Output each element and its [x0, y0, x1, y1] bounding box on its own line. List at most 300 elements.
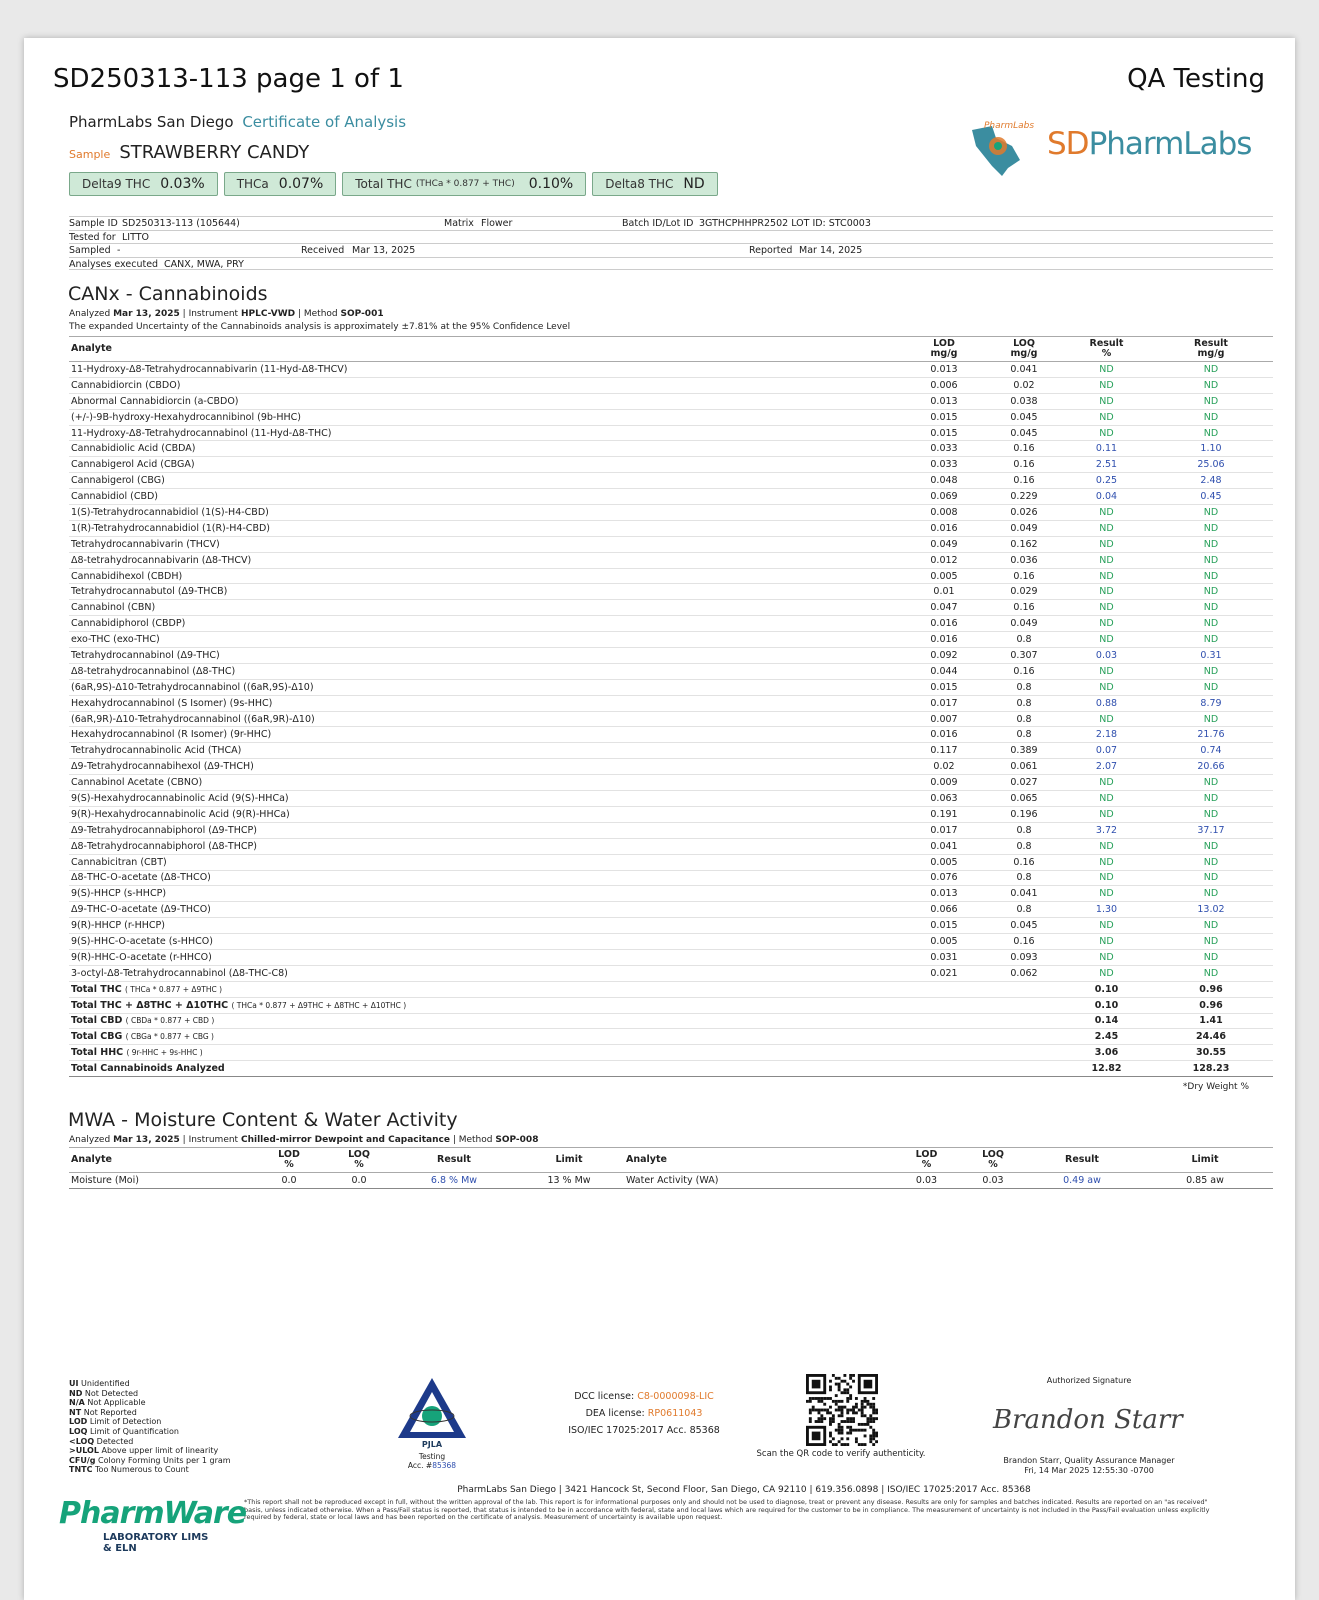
lod-value: 0.005	[904, 568, 984, 584]
legend-item	[69, 1398, 231, 1408]
total-percent: 3.06	[1064, 1045, 1149, 1061]
total-label: Total THC	[71, 983, 122, 995]
result-mg-g: 0.31	[1149, 648, 1273, 664]
col-unit: %	[921, 1159, 932, 1170]
lod-value: 0.013	[904, 362, 984, 378]
table-row	[69, 711, 1273, 727]
matrix-label: Matrix	[444, 218, 474, 229]
result-mg-g: ND	[1149, 568, 1273, 584]
legend-meaning: Above upper limit of linearity	[101, 1446, 219, 1456]
lod-value: 0.005	[904, 934, 984, 950]
col-title: Result	[1089, 338, 1124, 349]
col-unit: %	[284, 1159, 294, 1170]
dea-label: DEA license:	[585, 1408, 645, 1419]
total-percent: 0.10	[1064, 997, 1149, 1013]
result-mg-g: ND	[1149, 505, 1273, 521]
loq-value: 0.8	[984, 822, 1064, 838]
result-percent: ND	[1064, 870, 1149, 886]
result-mg-g: ND	[1149, 918, 1273, 934]
lod-value: 0.076	[904, 870, 984, 886]
badge-value: 0.03%	[160, 176, 205, 192]
loq-value: 0.8	[984, 902, 1064, 918]
batch: 3GTHCPHHPR2502 LOT ID: STC0003	[699, 218, 871, 229]
legend-item	[69, 1408, 231, 1418]
footer-address: PharmLabs San Diego | 3421 Hancock St, Second Floor, San Diego, CA 92110 | 619.356.0898 | ISO/IEC 17025:2017 Acc. 85368	[457, 1485, 1031, 1495]
loq-value: 0.229	[984, 489, 1064, 505]
lod-value: 0.006	[904, 377, 984, 393]
logo-sd: SD	[1047, 126, 1089, 162]
result-mg-g: ND	[1149, 552, 1273, 568]
lab-name: PharmLabs San Diego	[69, 113, 234, 131]
lod-value: 0.012	[904, 552, 984, 568]
badge-value: ND	[683, 176, 705, 192]
pjla-sub: Testing	[418, 1452, 446, 1461]
analyte-name: Cannabinol (CBN)	[69, 600, 904, 616]
table-row	[69, 425, 1273, 441]
loq-value: 0.02	[984, 377, 1064, 393]
analyte-name: 9(R)-Hexahydrocannabinolic Acid (9(R)-HHCa)	[69, 806, 904, 822]
legend-meaning: Too Numerous to Count	[95, 1465, 189, 1475]
badge-thca	[224, 172, 337, 196]
analyte-moisture: Moisture (Moi)	[69, 1173, 254, 1189]
license-block	[544, 1388, 744, 1439]
lod-value: 0.191	[904, 806, 984, 822]
legend-item	[69, 1465, 231, 1475]
table-row	[69, 663, 1273, 679]
meta-label: Analyzed	[69, 309, 111, 319]
legend-meaning: Unidentified	[81, 1379, 130, 1388]
analyte-name: Δ9-Tetrahydrocannabiphorol (Δ9-THCP)	[69, 822, 904, 838]
logo-icon-text: PharmLabs	[984, 121, 1035, 131]
result: 0.49 aw	[1027, 1173, 1137, 1189]
lod-value: 0.015	[904, 409, 984, 425]
potency-badges	[69, 172, 718, 196]
total-label: Total CBD	[71, 1015, 123, 1027]
lod-value: 0.013	[904, 393, 984, 409]
total-mg-g: 0.96	[1149, 997, 1273, 1013]
total-mg-g: 30.55	[1149, 1045, 1273, 1061]
result-mg-g: ND	[1149, 377, 1273, 393]
legend-meaning: Not Reported	[83, 1407, 137, 1417]
qa-testing-title: QA Testing	[1127, 64, 1265, 94]
legend-abbr: CFU/g	[69, 1455, 96, 1465]
analyte-name: (+/-)-9B-hydroxy-Hexahydrocannibinol (9b-HHC)	[69, 409, 904, 425]
loq-value: 0.049	[984, 520, 1064, 536]
table-row	[69, 473, 1273, 489]
total-label: Total Cannabinoids Analyzed	[71, 1063, 225, 1075]
col-loq	[959, 1148, 1027, 1173]
col-title: LOD	[278, 1149, 300, 1160]
meta-label: | Instrument	[182, 309, 239, 319]
loq-value: 0.062	[984, 965, 1064, 981]
qr-code-icon[interactable]	[806, 1374, 878, 1446]
total-name	[69, 1045, 904, 1061]
meta-label: Analyzed	[69, 1135, 111, 1145]
lod-value: 0.02	[904, 759, 984, 775]
signed-date: Fri, 14 Mar 2025 12:55:30 -0700	[1024, 1466, 1154, 1475]
result-mg-g: ND	[1149, 838, 1273, 854]
table-row	[69, 536, 1273, 552]
total-row	[69, 997, 1273, 1013]
reported: Mar 14, 2025	[799, 245, 863, 256]
table-row	[69, 918, 1273, 934]
loq-value: 0.162	[984, 536, 1064, 552]
table-row	[69, 695, 1273, 711]
table-row	[69, 362, 1273, 378]
result-percent: 2.18	[1064, 727, 1149, 743]
cannabinoids-table-body	[69, 362, 1273, 1077]
report-id: SD250313-113 page 1 of 1	[53, 64, 404, 94]
loq-value: 0.16	[984, 457, 1064, 473]
total-name	[69, 1029, 904, 1045]
loq-value: 0.8	[984, 679, 1064, 695]
loq-value: 0.041	[984, 362, 1064, 378]
batch-label: Batch ID/Lot ID	[622, 218, 694, 229]
loq-value: 0.038	[984, 393, 1064, 409]
logo-pharmlabs: PharmLabs	[1088, 126, 1252, 162]
loq-value: 0.307	[984, 648, 1064, 664]
pjla-logo-icon	[392, 1374, 472, 1452]
result-mg-g: ND	[1149, 886, 1273, 902]
analyte-name: Cannabidihexol (CBDH)	[69, 568, 904, 584]
table-row	[69, 441, 1273, 457]
col-result: Result	[1027, 1148, 1137, 1173]
dry-weight-note: *Dry Weight %	[1182, 1082, 1249, 1092]
result-mg-g: ND	[1149, 679, 1273, 695]
lod-value: 0.016	[904, 520, 984, 536]
result-mg-g: ND	[1149, 806, 1273, 822]
legend-item	[69, 1417, 231, 1427]
col-limit: Limit	[514, 1148, 624, 1173]
lod-value: 0.013	[904, 886, 984, 902]
analyte-name: Δ8-Tetrahydrocannabiphorol (Δ8-THCP)	[69, 838, 904, 854]
total-label: Total THC + Δ8THC + Δ10THC	[71, 999, 229, 1011]
table-row	[69, 393, 1273, 409]
limit: 0.85 aw	[1137, 1173, 1273, 1189]
result-percent: ND	[1064, 886, 1149, 902]
footer-disclaimer: *This report shall not be reproduced except in full, without the written approval of the lab. This report is for informational purposes only and should not be used to diagnose, treat or prevent any disease. Results are only for samples and batches indicated. Results are reported on an "as received" basis, unless indicated otherwise. When a Pass/Fail status is reported, that status is intended to be in accordance with federal, state and local laws which are required for the customer to be in compliance. The measurement of uncertainty is not included in the Pass/Fail evaluation unless explicitly required by federal, state or local laws and has been reported on the certificate of analysis. Measurement of uncertainty is available upon request.	[244, 1498, 1210, 1521]
total-mg-g: 1.41	[1149, 1013, 1273, 1029]
sdpharmlabs-logo	[962, 116, 1252, 178]
col-unit: mg/g	[930, 348, 958, 359]
lod-value: 0.092	[904, 648, 984, 664]
total-percent: 2.45	[1064, 1029, 1149, 1045]
badge-delta9	[69, 172, 218, 196]
loq-value: 0.8	[984, 695, 1064, 711]
result-percent: ND	[1064, 663, 1149, 679]
result-percent: ND	[1064, 918, 1149, 934]
analyte-name: Δ8-tetrahydrocannabinol (Δ8-THC)	[69, 663, 904, 679]
lod-value: 0.031	[904, 949, 984, 965]
lod-value: 0.063	[904, 791, 984, 807]
result-percent: ND	[1064, 854, 1149, 870]
received: Mar 13, 2025	[352, 245, 416, 256]
meta-label: | Method	[297, 309, 338, 319]
badge-label: Total THC	[355, 177, 412, 191]
result-mg-g: ND	[1149, 536, 1273, 552]
method: SOP-001	[340, 309, 384, 319]
loq-value: 0.16	[984, 473, 1064, 489]
result-percent: 1.30	[1064, 902, 1149, 918]
analyte-name: 9(R)-HHCP (r-HHCP)	[69, 918, 904, 934]
total-percent: 12.82	[1064, 1061, 1149, 1077]
result-mg-g: 1.10	[1149, 441, 1273, 457]
signature-heading: Authorized Signature	[1046, 1376, 1132, 1385]
table-row	[69, 377, 1273, 393]
coa-label: Certificate of Analysis	[242, 113, 407, 131]
badge-label: Delta8 THC	[605, 177, 674, 191]
result-percent: ND	[1064, 838, 1149, 854]
badge-label: Delta9 THC	[82, 177, 151, 191]
result-mg-g: 8.79	[1149, 695, 1273, 711]
tested-for: LITTO	[122, 231, 150, 243]
legend-abbr: N/A	[69, 1398, 85, 1408]
lab-title	[69, 113, 406, 131]
signer	[964, 1456, 1214, 1476]
total-formula: ( 9r-HHC + 9s-HHC )	[126, 1048, 203, 1058]
result-percent: 0.03	[1064, 648, 1149, 664]
loq-value: 0.065	[984, 791, 1064, 807]
lod: 0.0	[254, 1173, 324, 1189]
result-percent: ND	[1064, 600, 1149, 616]
total-formula: ( CBGa * 0.877 + CBG )	[125, 1032, 214, 1042]
table-row	[69, 791, 1273, 807]
lod-value: 0.021	[904, 965, 984, 981]
legend-abbr: >ULOL	[69, 1446, 99, 1456]
badge-label: THCa	[236, 177, 269, 191]
lod-value: 0.015	[904, 918, 984, 934]
table-row	[69, 949, 1273, 965]
col-unit: %	[1101, 348, 1112, 359]
loq-value: 0.036	[984, 552, 1064, 568]
table-row	[69, 838, 1273, 854]
table-row	[69, 934, 1273, 950]
result-mg-g: 25.06	[1149, 457, 1273, 473]
info-row	[69, 230, 1273, 244]
loq-value: 0.389	[984, 743, 1064, 759]
result-percent: ND	[1064, 409, 1149, 425]
col-loq	[984, 337, 1064, 362]
result-mg-g: 21.76	[1149, 727, 1273, 743]
cannabinoids-table	[69, 336, 1273, 1077]
sample-name: STRAWBERRY CANDY	[119, 142, 310, 163]
pjla-accreditation	[392, 1374, 472, 1474]
loq-value: 0.16	[984, 568, 1064, 584]
tested-for-label: Tested for	[69, 231, 116, 243]
lod-value: 0.01	[904, 584, 984, 600]
total-label: Total HHC	[71, 1047, 124, 1059]
analyte-name: Δ9-THC-O-acetate (Δ9-THCO)	[69, 902, 904, 918]
table-row	[69, 679, 1273, 695]
total-formula: ( CBDa * 0.877 + CBD )	[125, 1016, 215, 1026]
canx-title: CANx - Cannabinoids	[68, 283, 268, 305]
loq-value: 0.027	[984, 775, 1064, 791]
lod-value: 0.066	[904, 902, 984, 918]
legend-item	[69, 1437, 231, 1447]
result-percent: ND	[1064, 377, 1149, 393]
analyte-name: 9(S)-HHCP (s-HHCP)	[69, 886, 904, 902]
result-mg-g: 20.66	[1149, 759, 1273, 775]
loq-value: 0.16	[984, 854, 1064, 870]
result-percent: 0.25	[1064, 473, 1149, 489]
lod-value: 0.069	[904, 489, 984, 505]
table-row	[69, 806, 1273, 822]
pharmware-logo-text: PharmWare	[59, 1496, 247, 1531]
result-percent: ND	[1064, 536, 1149, 552]
total-label: Total CBG	[71, 1031, 123, 1043]
lod-value: 0.005	[904, 854, 984, 870]
analyte-name: Cannabinol Acetate (CBNO)	[69, 775, 904, 791]
analyzed-date: Mar 13, 2025	[113, 309, 180, 319]
col-analyte: Analyte	[69, 337, 904, 362]
lod-value: 0.017	[904, 695, 984, 711]
analyte-name: Cannabigerol (CBG)	[69, 473, 904, 489]
legend-abbr: LOD	[69, 1417, 88, 1427]
result-mg-g: ND	[1149, 791, 1273, 807]
legend-meaning: Detected	[96, 1436, 134, 1446]
result-mg-g: ND	[1149, 600, 1273, 616]
canx-analysis-meta	[69, 309, 384, 319]
pjla-acc	[392, 1452, 472, 1470]
loq-value: 0.041	[984, 886, 1064, 902]
result-percent: 0.07	[1064, 743, 1149, 759]
limit: 13 % Mw	[514, 1173, 624, 1189]
col-unit: mg/g	[1197, 348, 1225, 359]
loq-value: 0.045	[984, 409, 1064, 425]
loq-value: 0.8	[984, 632, 1064, 648]
loq-value: 0.049	[984, 616, 1064, 632]
sample-title	[69, 142, 309, 163]
table-row	[69, 632, 1273, 648]
result-percent: 0.88	[1064, 695, 1149, 711]
analyte-name: Cannabicitran (CBT)	[69, 854, 904, 870]
legend-abbr: ND	[69, 1388, 83, 1398]
result-percent: ND	[1064, 520, 1149, 536]
lod: 0.03	[894, 1173, 959, 1189]
analyte-name: Tetrahydrocannabutol (Δ9-THCB)	[69, 584, 904, 600]
badge-delta8	[592, 172, 717, 196]
analyses-label: Analyses executed	[69, 258, 159, 270]
meta-label: | Method	[452, 1135, 493, 1145]
analyte-name: Tetrahydrocannabivarin (THCV)	[69, 536, 904, 552]
analyte-name: 9(R)-HHC-O-acetate (r-HHCO)	[69, 949, 904, 965]
table-row	[69, 1173, 1273, 1189]
legend-abbr: <LOQ	[69, 1436, 95, 1446]
result-percent: ND	[1064, 568, 1149, 584]
total-name	[69, 1013, 904, 1029]
result-mg-g: ND	[1149, 854, 1273, 870]
info-row	[69, 243, 1273, 257]
legend-abbr: NT	[69, 1407, 82, 1417]
sample-label: Sample	[69, 148, 111, 161]
lod-value: 0.016	[904, 632, 984, 648]
analyte-name: Cannabidiphorol (CBDP)	[69, 616, 904, 632]
legend-meaning: Limit of Quantification	[89, 1426, 179, 1436]
col-result: Result	[394, 1148, 514, 1173]
col-unit: %	[354, 1159, 364, 1170]
total-percent: 0.10	[1064, 981, 1149, 997]
analyte-name: Cannabidiolic Acid (CBDA)	[69, 441, 904, 457]
legend-abbr: UI	[69, 1379, 79, 1388]
signer-name: Brandon Starr, Quality Assurance Manager	[1003, 1456, 1175, 1465]
result-mg-g: ND	[1149, 711, 1273, 727]
loq-value: 0.061	[984, 759, 1064, 775]
uncertainty-note: The expanded Uncertainty of the Cannabinoids analysis is approximately ±7.81% at the 95% Confidence Level	[69, 322, 571, 332]
table-row	[69, 854, 1273, 870]
loq: 0.03	[959, 1173, 1027, 1189]
loq-value: 0.16	[984, 600, 1064, 616]
dcc-license: C8-0000098-LIC	[637, 1391, 714, 1402]
result-mg-g: ND	[1149, 393, 1273, 409]
mwa-title: MWA - Moisture Content & Water Activity	[68, 1109, 458, 1131]
result-percent: ND	[1064, 632, 1149, 648]
table-row	[69, 965, 1273, 981]
total-name	[69, 1061, 904, 1077]
result-percent: ND	[1064, 425, 1149, 441]
legend-item	[69, 1456, 231, 1466]
table-row	[69, 520, 1273, 536]
table-row	[69, 600, 1273, 616]
lod-value: 0.015	[904, 679, 984, 695]
table-row	[69, 775, 1273, 791]
result-percent: ND	[1064, 934, 1149, 950]
table-row	[69, 743, 1273, 759]
reported-label: Reported	[749, 245, 793, 256]
loq: 0.0	[324, 1173, 394, 1189]
sampled: -	[117, 245, 121, 256]
signature-script: Brandon Starr	[993, 1405, 1183, 1435]
analyte-name: 1(S)-Tetrahydrocannabidiol (1(S)-H4-CBD)	[69, 505, 904, 521]
sample-id: SD250313-113 (105644)	[122, 218, 240, 229]
result-mg-g: ND	[1149, 934, 1273, 950]
result-mg-g: 0.45	[1149, 489, 1273, 505]
pjla-text: PJLA	[421, 1440, 443, 1449]
lod-value: 0.033	[904, 441, 984, 457]
badge-formula: (THCa * 0.877 + THC)	[415, 179, 515, 189]
col-unit: %	[988, 1159, 998, 1170]
result-percent: 0.11	[1064, 441, 1149, 457]
table-header-row	[69, 1148, 1273, 1173]
moisture-table	[69, 1147, 1273, 1189]
result-mg-g: 0.74	[1149, 743, 1273, 759]
legend-meaning: Colony Forming Units per 1 gram	[98, 1455, 231, 1465]
col-analyte: Analyte	[69, 1148, 254, 1173]
col-result-pct	[1064, 337, 1149, 362]
analyte-name: Δ8-THC-O-acetate (Δ8-THCO)	[69, 870, 904, 886]
result-percent: ND	[1064, 362, 1149, 378]
col-analyte: Analyte	[624, 1148, 894, 1173]
result-percent: ND	[1064, 505, 1149, 521]
loq-value: 0.8	[984, 727, 1064, 743]
table-row	[69, 870, 1273, 886]
pharmware-logo-sub: LABORATORY LIMS & ELN	[103, 1532, 209, 1554]
result-percent: ND	[1064, 791, 1149, 807]
table-row	[69, 759, 1273, 775]
analyses: CANX, MWA, PRY	[164, 258, 244, 270]
table-row	[69, 505, 1273, 521]
analyte-name: Δ8-tetrahydrocannabivarin (Δ8-THCV)	[69, 552, 904, 568]
col-unit: mg/g	[1010, 348, 1038, 359]
loq-value: 0.029	[984, 584, 1064, 600]
qr-caption: Scan the QR code to verify authenticity.	[756, 1449, 926, 1459]
analyte-water-activity: Water Activity (WA)	[624, 1173, 894, 1189]
result-mg-g: ND	[1149, 520, 1273, 536]
loq-value: 0.026	[984, 505, 1064, 521]
table-row	[69, 552, 1273, 568]
result-mg-g: 37.17	[1149, 822, 1273, 838]
analyzed-date: Mar 13, 2025	[113, 1135, 180, 1145]
total-name	[69, 981, 904, 997]
